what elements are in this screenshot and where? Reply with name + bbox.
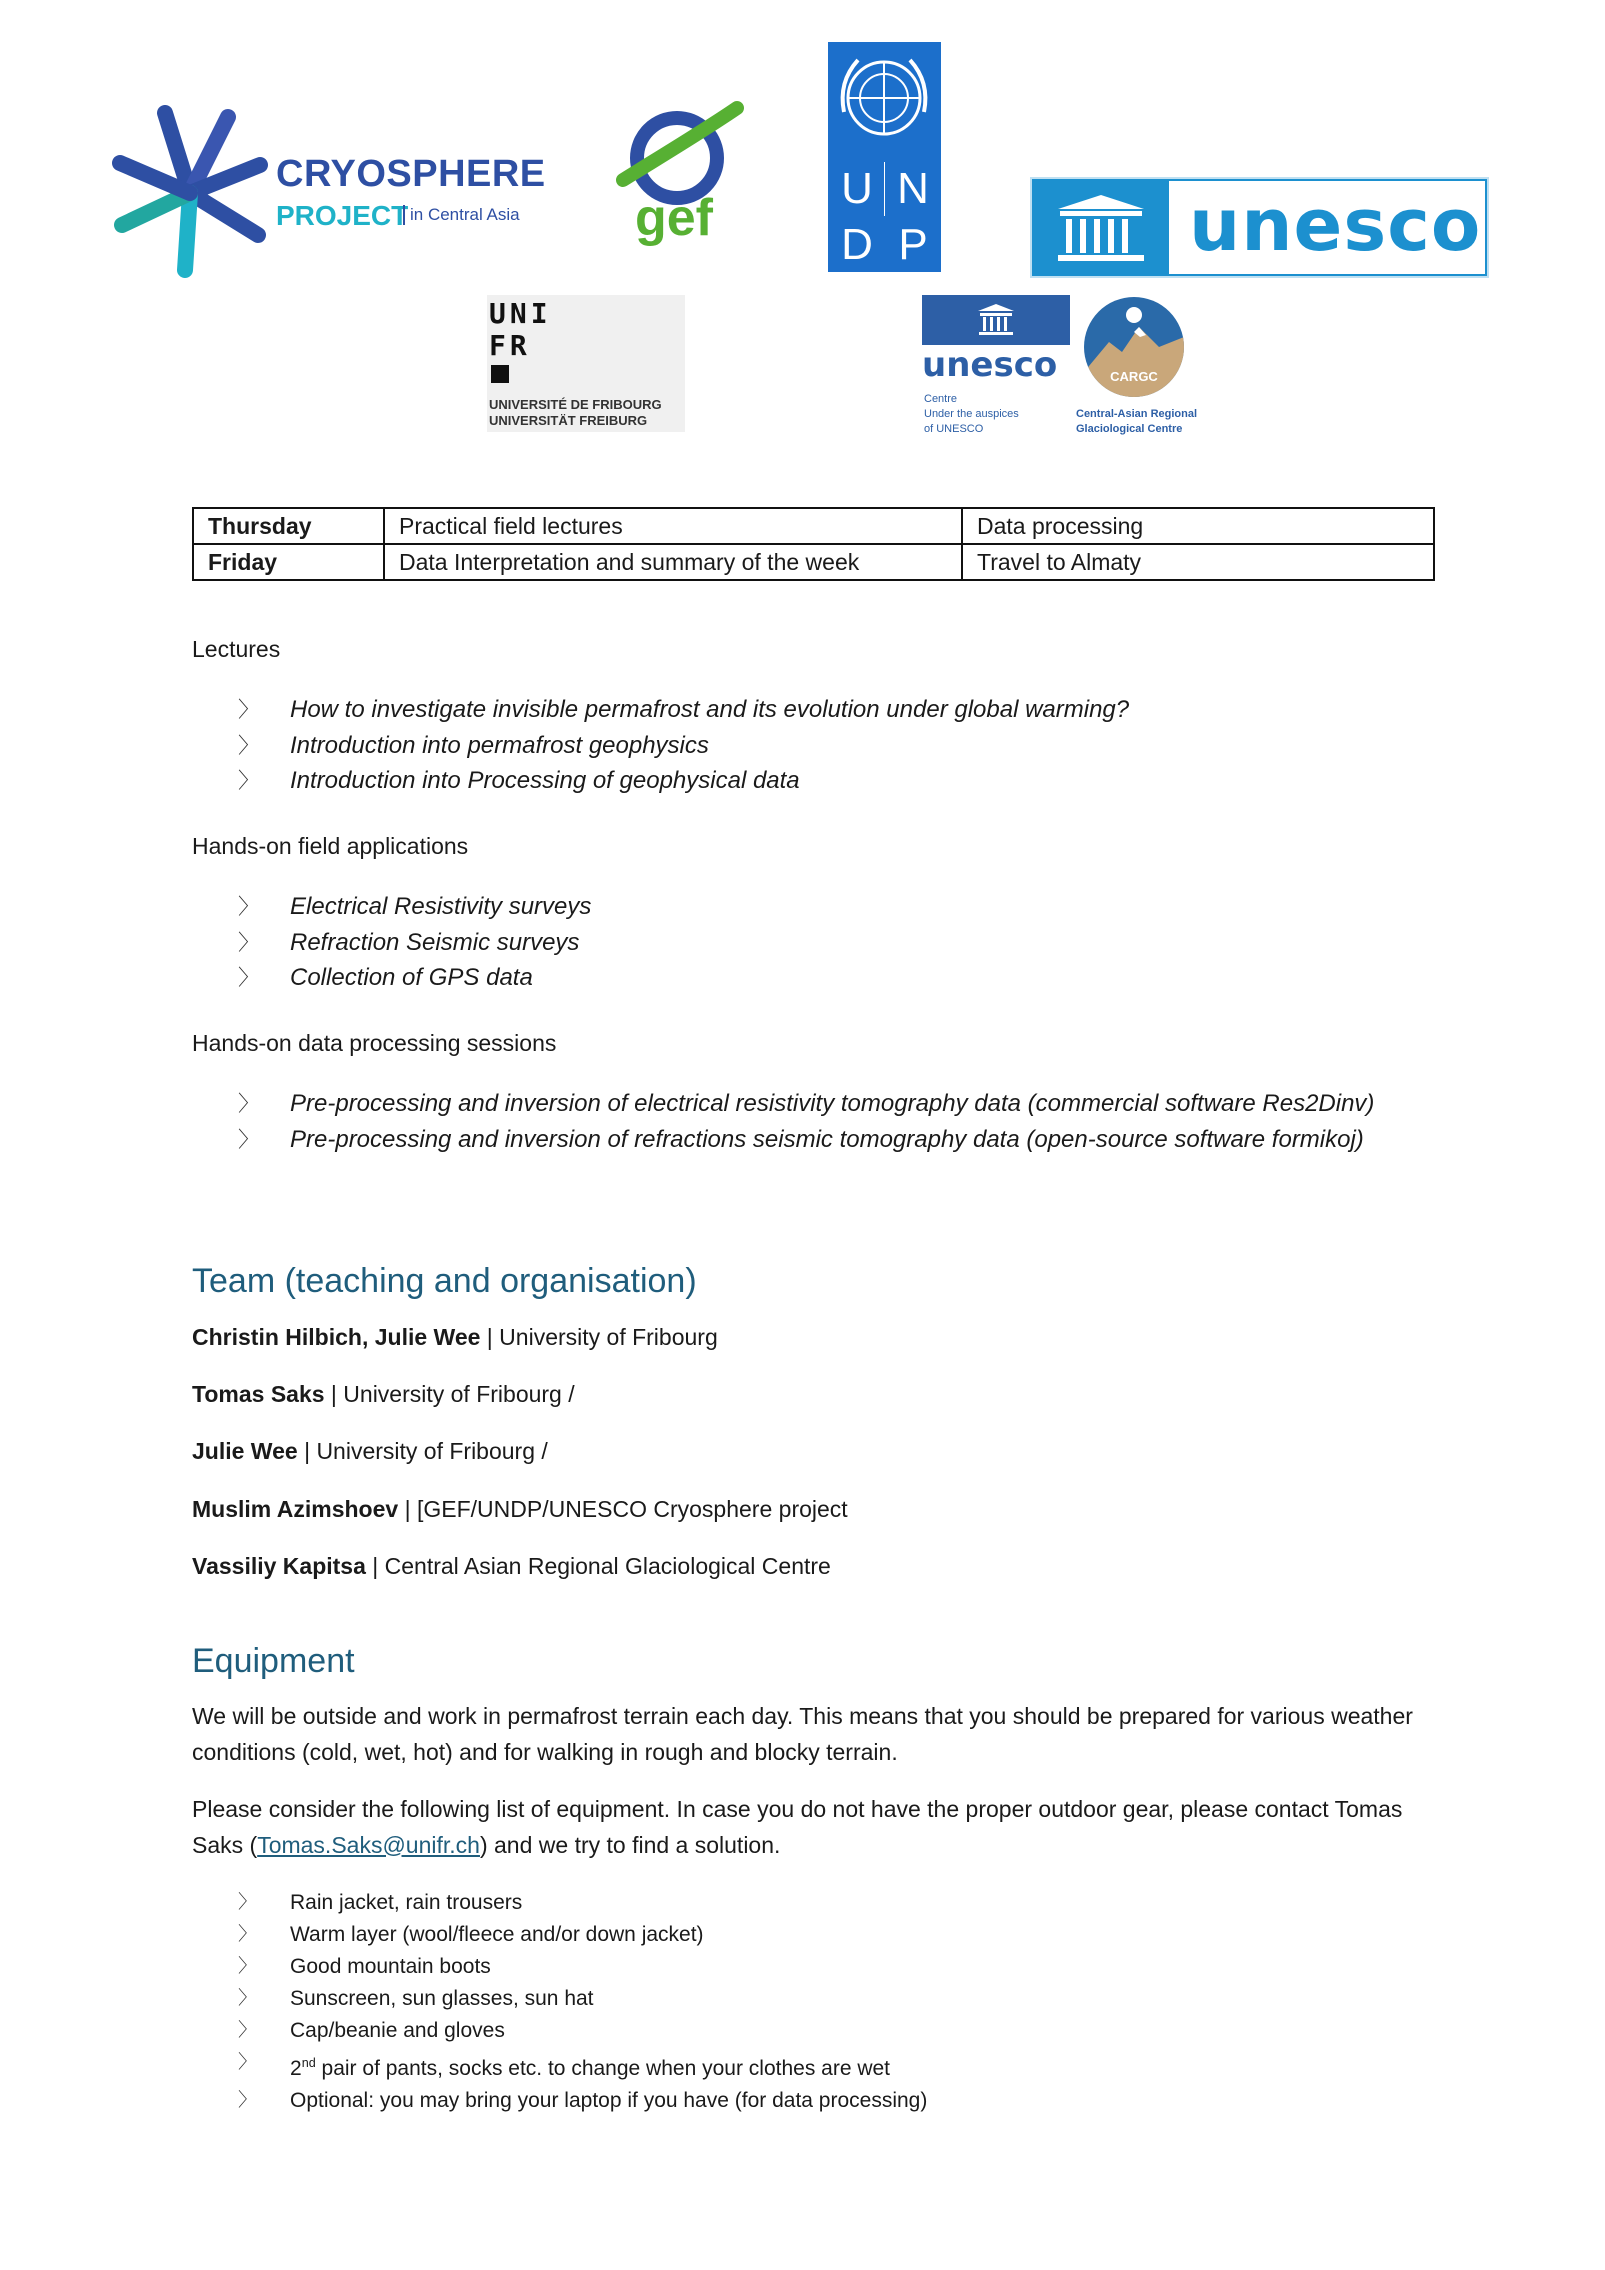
bullet-chevron-icon: 〉 <box>238 768 260 793</box>
email-link[interactable]: Tomas.Saks@unifr.ch <box>257 1831 480 1858</box>
lectures-list <box>238 692 1129 799</box>
team-member <box>192 1324 718 1351</box>
equipment-list <box>238 1887 927 2117</box>
schedule-table <box>192 507 1435 581</box>
lectures-label: Lectures <box>192 636 281 662</box>
team-heading: Team (teaching and organisation) <box>192 1262 697 1300</box>
bullet-chevron-icon: 〉 <box>238 2090 257 2111</box>
list-item: 〉 Collection of GPS data <box>238 960 591 996</box>
bullet-chevron-icon: 〉 <box>238 1892 257 1913</box>
bullet-chevron-icon: 〉 <box>238 929 260 955</box>
team-member <box>192 1438 548 1465</box>
cargc-unesco-wordmark: unesco <box>922 345 1058 385</box>
gef-logo <box>615 100 745 265</box>
unifr-name-de: UNIVERSITÄT FREIBURG <box>489 413 648 428</box>
undp-letter-u: U <box>830 162 885 216</box>
team-member-name: Tomas Saks <box>192 1381 325 1407</box>
equipment-heading: Equipment <box>192 1642 355 1680</box>
list-item: 〉 How to investigate invisible permafrost and its evolution under global warming? <box>238 692 1129 728</box>
schedule-day: Friday <box>193 544 384 580</box>
unifr-fr-wordmark: FR <box>489 329 531 362</box>
bullet-chevron-icon: 〉 <box>238 1988 257 2009</box>
schedule-other: Data processing <box>962 508 1434 544</box>
schedule-activity: Practical field lectures <box>384 508 962 544</box>
bullet-chevron-icon: 〉 <box>238 1091 260 1116</box>
table-row <box>193 544 1434 580</box>
cargc-mountain-badge <box>1084 297 1184 397</box>
cargc-name-1: Central-Asian Regional <box>1076 408 1198 420</box>
gef-wordmark: gef <box>635 189 713 247</box>
bullet-chevron-icon: 〉 <box>238 2020 257 2041</box>
cryosphere-project-logo <box>110 105 546 280</box>
undp-letters <box>828 160 941 272</box>
team-member-name: Vassiliy Kapitsa <box>192 1553 366 1579</box>
equipment-contact-paragraph: Please consider the following list of equipment. In case you do not have the proper outdoor gear, please contact Tomas Saks (Tomas.Saks@unifr.ch) and we try to find a solution. <box>192 1796 1403 1858</box>
bullet-chevron-icon: 〉 <box>238 732 260 758</box>
un-emblem-icon <box>828 42 941 160</box>
bullet-chevron-icon: 〉 <box>238 697 260 722</box>
schedule-activity: Data Interpretation and summary of the week <box>384 544 962 580</box>
team-member-org: | University of Fribourg <box>480 1324 718 1350</box>
processing-sessions-label: Hands-on data processing sessions <box>192 1030 557 1056</box>
bullet-chevron-icon: 〉 <box>238 2052 257 2073</box>
list-item: 〉 Introduction into Processing of geophysical data <box>238 763 1129 799</box>
equipment-intro-paragraph: We will be outside and work in permafrost terrain each day. This means that you should be prepared for various weather conditions (cold, wet, hot) and for walking in rough and blocky terrain. <box>192 1703 1413 1765</box>
team-member-name: Julie Wee <box>192 1438 298 1464</box>
team-member-org: | University of Fribourg / <box>324 1381 575 1407</box>
unifr-uni-wordmark: UNI <box>489 297 552 330</box>
cryosphere-wordmark: CRYOSPHERE <box>276 153 546 195</box>
cargc-name-2: Glaciological Centre <box>1076 423 1183 435</box>
bullet-chevron-icon: 〉 <box>238 1126 260 1152</box>
unesco-logo <box>1030 177 1489 278</box>
team-member-name: Christin Hilbich, Julie Wee <box>192 1324 481 1350</box>
cargc-centre-text: Centre <box>924 393 958 405</box>
unifr-name-fr: UNIVERSITÉ DE FRIBOURG <box>489 397 662 412</box>
schedule-day: Thursday <box>193 508 384 544</box>
list-item: 〉 Good mountain boots <box>238 1951 927 1983</box>
schedule-other: Travel to Almaty <box>962 544 1434 580</box>
bullet-chevron-icon: 〉 <box>238 965 260 990</box>
processing-sessions-list <box>238 1086 1374 1157</box>
team-member-org: | Central Asian Regional Glaciological Centre <box>365 1553 831 1579</box>
list-item: 〉 Warm layer (wool/fleece and/or down jacket) <box>238 1919 927 1951</box>
list-item: 〉 Refraction Seismic surveys <box>238 925 591 961</box>
undp-letter-d: D <box>841 220 873 269</box>
unifr-logo <box>487 295 685 432</box>
list-item: 〉 Introduction into permafrost geophysics <box>238 728 1129 764</box>
team-member <box>192 1381 575 1408</box>
field-applications-list <box>238 889 591 996</box>
unesco-wordmark: unesco <box>1189 183 1482 267</box>
cryosphere-snowflake-icon <box>110 105 270 280</box>
unesco-temple-small-icon <box>922 295 1070 345</box>
team-member <box>192 1496 848 1523</box>
team-member-org: | University of Fribourg / <box>297 1438 548 1464</box>
list-item: 〉 Pre-processing and inversion of refractions seismic tomography data (open-source software formikoj) <box>238 1122 1374 1158</box>
list-item: 〉 Rain jacket, rain trousers <box>238 1887 927 1919</box>
bullet-chevron-icon: 〉 <box>238 1956 257 1977</box>
team-member <box>192 1553 831 1580</box>
cargc-logo <box>922 295 1212 435</box>
list-item: 〉 Pre-processing and inversion of electrical resistivity tomography data (commercial software Res2Dinv) <box>238 1086 1374 1122</box>
list-item: 〉 Optional: you may bring your laptop if you have (for data processing) <box>238 2085 927 2117</box>
undp-logo <box>828 42 941 272</box>
bullet-chevron-icon: 〉 <box>238 1924 257 1945</box>
bullet-chevron-icon: 〉 <box>238 894 260 919</box>
list-item: 〉 Cap/beanie and gloves <box>238 2015 927 2047</box>
undp-letter-p: P <box>898 220 928 269</box>
list-item: 〉 Sunscreen, sun glasses, sun hat <box>238 1983 927 2015</box>
team-member-org: | [GEF/UNDP/UNESCO Cryosphere project <box>398 1496 848 1522</box>
undp-letter-n: N <box>897 164 929 213</box>
cargc-auspices-text-1: Under the auspices <box>924 408 1019 420</box>
central-asia-wordmark: in Central Asia <box>403 205 520 225</box>
team-member-name: Muslim Azimshoev <box>192 1496 399 1522</box>
field-applications-label: Hands-on field applications <box>192 833 469 859</box>
unesco-temple-icon <box>1036 181 1166 274</box>
project-wordmark: PROJECT <box>276 200 409 231</box>
cargc-unesco-bar <box>922 295 1070 345</box>
list-item: 〉 Electrical Resistivity surveys <box>238 889 591 925</box>
unifr-square-icon <box>491 365 509 383</box>
cargc-badge-text: CARGC <box>1110 369 1158 384</box>
list-item: 〉 2nd pair of pants, socks etc. to change when your clothes are wet <box>238 2047 927 2085</box>
table-row <box>193 508 1434 544</box>
cargc-auspices-text-2: of UNESCO <box>924 423 984 435</box>
